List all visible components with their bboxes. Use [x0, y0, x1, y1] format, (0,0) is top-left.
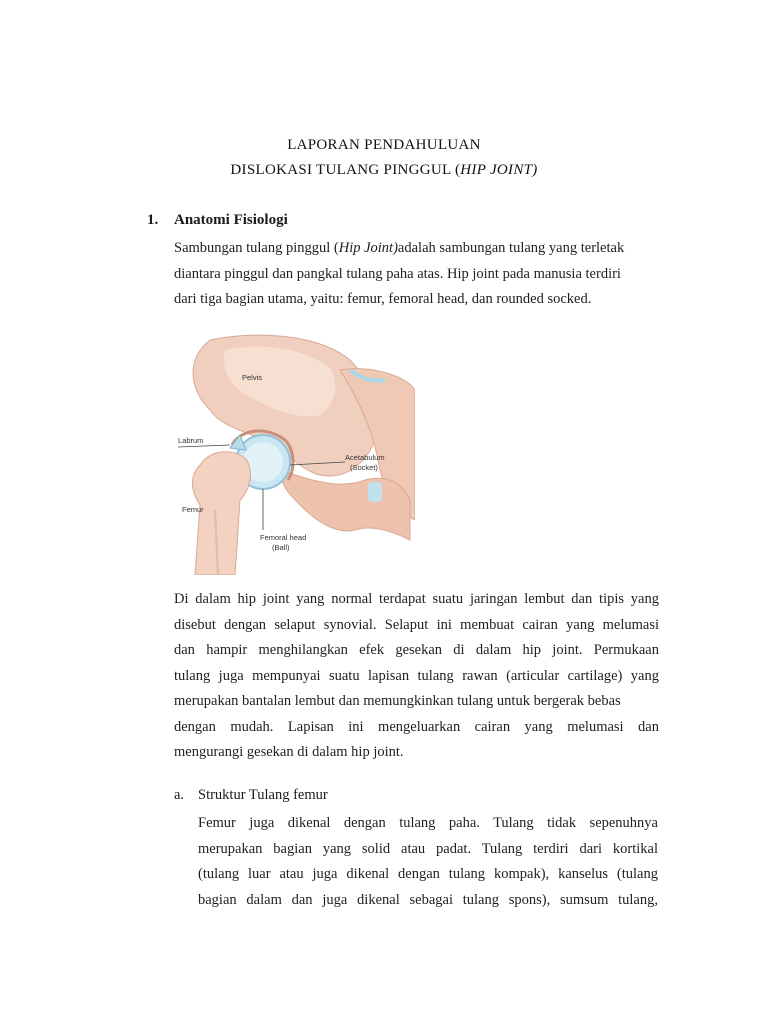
report-subtitle — [0, 162, 768, 179]
para3-line: bagian dalam dan juga dikenal sebagai tulang spons), sumsum tulang, — [198, 891, 658, 908]
femur-label: Femur — [182, 505, 204, 514]
intro-line-1: Sambungan tulang pinggul (Hip Joint)adalah sambungan tulang yang terletak — [174, 240, 625, 256]
para3-line: (tulang luar atau juga dikenal dengan tulang kompak), kanselus (tulang — [198, 866, 658, 882]
para3-line: merupakan bagian yang solid atau padat. Tulang terdiri dari kortikal — [198, 840, 658, 857]
para2-line: disebut dengan selaput synovial. Selaput ini membuat cairan yang melumasi — [174, 616, 659, 633]
section-number: 1. — [147, 212, 159, 228]
femur-paragraph — [198, 811, 658, 913]
pelvis-label: Pelvis — [242, 373, 263, 382]
socket-label: (Socket) — [350, 463, 378, 472]
subtitle-text: DISLOKASI TULANG PINGGUL ( — [230, 162, 461, 178]
acetabulum-label: Acetabulum — [345, 453, 385, 462]
para2-line: dengan mudah. Lapisan ini mengeluarkan cairan yang melumasi dan — [174, 718, 659, 735]
synovial-paragraph — [174, 587, 659, 766]
subtitle-italic: HIP JOINT) — [460, 162, 538, 178]
subsection-title: Struktur Tulang femur — [198, 787, 328, 803]
para2-line: dan hampir menghilangkan efek gesekan di dalam hip joint. Permukaan — [174, 642, 659, 658]
para2-line: Di dalam hip joint yang normal terdapat suatu jaringan lembut dan tipis yang — [174, 591, 659, 607]
hip-joint-illustration — [170, 330, 415, 575]
para3-line: Femur juga dikenal dengan tulang paha. Tulang tidak sepenuhnya — [198, 815, 658, 831]
para2-line: mengurangi gesekan di dalam hip joint. — [174, 744, 404, 760]
ball-label: (Ball) — [272, 543, 290, 552]
labrum-label: Labrum — [178, 436, 204, 445]
femoral-head-label: Femoral head — [260, 533, 307, 542]
intro-line-3: dari tiga bagian utama, yaitu: femur, femoral head, dan rounded socked. — [174, 291, 592, 307]
report-title: LAPORAN PENDAHULUAN — [287, 137, 481, 153]
intro-paragraph — [174, 236, 659, 313]
para2-line: tulang juga mempunyai suatu lapisan tulang rawan (articular cartilage) yang — [174, 667, 659, 684]
para2-line: merupakan bantalan lembut dan memungkinkan tulang untuk bergerak bebas — [174, 693, 621, 709]
subsection-marker: a. — [174, 787, 185, 803]
intro-line-2: diantara pinggul dan pangkal tulang paha atas. Hip joint pada manusia terdiri — [174, 265, 621, 282]
section-heading: Anatomi Fisiologi — [174, 212, 288, 228]
